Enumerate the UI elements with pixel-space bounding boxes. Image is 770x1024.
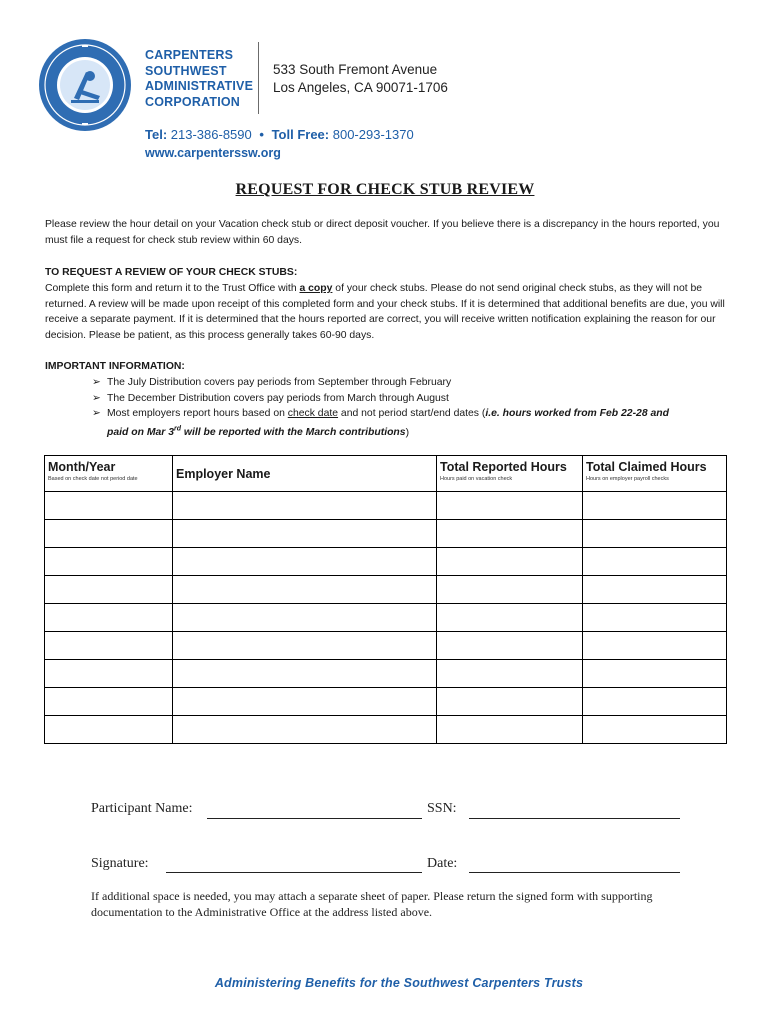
- reported-hours-cell[interactable]: [437, 576, 583, 604]
- bullet-arrow-icon: ➢: [92, 377, 101, 388]
- employer-name-cell[interactable]: [173, 576, 437, 604]
- org-name-line: ADMINISTRATIVE: [145, 79, 254, 93]
- request-heading: TO REQUEST A REVIEW OF YOUR CHECK STUBS:: [45, 267, 298, 278]
- employer-name-cell[interactable]: [173, 604, 437, 632]
- separator-dot: •: [259, 127, 264, 142]
- month-year-cell[interactable]: [45, 660, 173, 688]
- claimed-hours-cell[interactable]: [583, 520, 727, 548]
- request-paragraph: [45, 281, 730, 344]
- column-header-total-reported-hours: [437, 456, 583, 492]
- tollfree-value: 800-293-1370: [332, 127, 414, 142]
- list-item-close: ): [405, 426, 410, 438]
- column-title: Employer Name: [176, 467, 271, 481]
- column-header-employer-name: [173, 456, 437, 492]
- contact-line: [145, 127, 414, 142]
- reported-hours-cell[interactable]: [437, 632, 583, 660]
- page-title: REQUEST FOR CHECK STUB REVIEW: [235, 181, 535, 198]
- claimed-hours-cell[interactable]: [583, 632, 727, 660]
- list-item: [92, 375, 692, 391]
- table-header-row: [45, 456, 727, 492]
- employer-name-cell[interactable]: [173, 632, 437, 660]
- signature-label: Signature:: [91, 856, 149, 871]
- employer-name-cell[interactable]: [173, 716, 437, 744]
- employer-name-cell[interactable]: [173, 520, 437, 548]
- column-header-total-claimed-hours: [583, 456, 727, 492]
- table-row: [45, 632, 727, 660]
- reported-hours-cell[interactable]: [437, 716, 583, 744]
- reported-hours-cell[interactable]: [437, 520, 583, 548]
- claimed-hours-cell[interactable]: [583, 660, 727, 688]
- list-item-example-end: will be reported with the March contributions: [180, 426, 406, 438]
- employer-name-cell[interactable]: [173, 492, 437, 520]
- claimed-hours-cell[interactable]: [583, 548, 727, 576]
- participant-name-label: Participant Name:: [91, 801, 193, 816]
- month-year-cell[interactable]: [45, 576, 173, 604]
- claimed-hours-cell[interactable]: [583, 688, 727, 716]
- table-row: [45, 576, 727, 604]
- table-row: [45, 660, 727, 688]
- signature-field[interactable]: [166, 872, 422, 873]
- table-row: [45, 604, 727, 632]
- additional-space-note: If additional space is needed, you may attach a separate sheet of paper. Please return the signed form with supporting documentation to the Administrative Office at the address listed above.: [91, 889, 653, 919]
- claimed-hours-cell[interactable]: [583, 492, 727, 520]
- organization-seal-logo: [38, 38, 132, 132]
- org-name-line: CARPENTERS: [145, 48, 234, 62]
- date-field[interactable]: [469, 872, 680, 873]
- reported-hours-cell[interactable]: [437, 660, 583, 688]
- month-year-cell[interactable]: [45, 520, 173, 548]
- address-block: [273, 61, 448, 97]
- bullet-arrow-icon: ➢: [92, 392, 101, 404]
- claimed-hours-cell[interactable]: [583, 576, 727, 604]
- list-item-text: and not period start/end dates (: [338, 408, 486, 419]
- reported-hours-cell[interactable]: [437, 604, 583, 632]
- employer-name-cell[interactable]: [173, 688, 437, 716]
- month-year-cell[interactable]: [45, 548, 173, 576]
- employer-name-cell[interactable]: [173, 660, 437, 688]
- reported-hours-cell[interactable]: [437, 688, 583, 716]
- organization-name: [145, 48, 253, 110]
- column-subtitle: Hours paid on vacation check: [440, 476, 513, 482]
- important-heading: IMPORTANT INFORMATION:: [45, 361, 185, 372]
- list-item-sup: rd: [173, 425, 181, 433]
- table-row: [45, 548, 727, 576]
- date-label: Date:: [427, 856, 458, 871]
- org-name-line: SOUTHWEST: [145, 63, 227, 78]
- month-year-cell[interactable]: [45, 716, 173, 744]
- month-year-cell[interactable]: [45, 604, 173, 632]
- org-name-line: CORPORATION: [145, 94, 241, 109]
- tel-label: Tel:: [145, 127, 168, 142]
- list-item: [92, 391, 692, 407]
- reported-hours-cell[interactable]: [437, 492, 583, 520]
- address-line-1: 533 South Fremont Avenue: [273, 62, 438, 77]
- request-text-2: of your check stubs. Please do not send original check stubs, as they will not be returned. A review will be made upon receipt of this completed form and your check stubs. If it is determined that additional benefits are due, you will receive a separate payment. If it is determined that the hours reported are correct, you will receive written notification explaining the reason for our decision. Please be patient, as this process generally takes 60-90 days.: [45, 282, 725, 342]
- list-item-emphasis: check date: [287, 408, 339, 419]
- month-year-cell[interactable]: [45, 688, 173, 716]
- column-subtitle: Hours on employer payroll checks: [586, 476, 669, 482]
- column-title: Month/Year: [48, 460, 116, 474]
- table-row: [45, 520, 727, 548]
- column-subtitle: Based on check date not period date: [48, 476, 138, 482]
- website-link[interactable]: www.carpenterssw.org: [145, 146, 281, 160]
- column-title: Total Claimed Hours: [586, 460, 707, 474]
- list-item-example: i.e. hours worked from Feb 22-28 and paid on Mar 3: [107, 408, 669, 438]
- list-item: [92, 406, 692, 440]
- claimed-hours-cell[interactable]: [583, 604, 727, 632]
- header-divider: [258, 42, 259, 114]
- tel-value: 213-386-8590: [170, 127, 252, 142]
- claimed-hours-cell[interactable]: [583, 716, 727, 744]
- table-row: [45, 492, 727, 520]
- reported-hours-cell[interactable]: [437, 548, 583, 576]
- bullet-arrow-icon: ➢: [92, 408, 101, 419]
- month-year-cell[interactable]: [45, 492, 173, 520]
- participant-name-field[interactable]: [207, 818, 422, 819]
- table-row: [45, 716, 727, 744]
- column-header-month-year: [45, 456, 173, 492]
- list-item-text: The December Distribution covers pay periods from March through August: [107, 392, 449, 404]
- ssn-label: SSN:: [427, 801, 457, 816]
- request-section: [45, 265, 730, 344]
- employer-name-cell[interactable]: [173, 548, 437, 576]
- important-list: [92, 375, 692, 440]
- address-line-2: Los Angeles, CA 90071-1706: [273, 80, 448, 95]
- list-item-text: The July Distribution covers pay periods from September through February: [107, 377, 452, 388]
- request-text-1: Complete this form and return it to the Trust Office with: [45, 282, 300, 294]
- hours-table: [44, 455, 727, 744]
- column-title: Total Reported Hours: [440, 460, 567, 474]
- request-emphasis: a copy: [299, 282, 333, 294]
- tollfree-label: Toll Free:: [271, 127, 330, 142]
- ssn-field[interactable]: [469, 818, 680, 819]
- intro-paragraph: Please review the hour detail on your Vacation check stub or direct deposit voucher. If you believe there is a discrepancy in the hours reported, you must file a request for check stub review within 60 days.: [45, 219, 720, 246]
- footer-tagline: Administering Benefits for the Southwest Carpenters Trusts: [214, 976, 584, 990]
- month-year-cell[interactable]: [45, 632, 173, 660]
- table-row: [45, 688, 727, 716]
- list-item-text: Most employers report hours based on: [107, 408, 288, 419]
